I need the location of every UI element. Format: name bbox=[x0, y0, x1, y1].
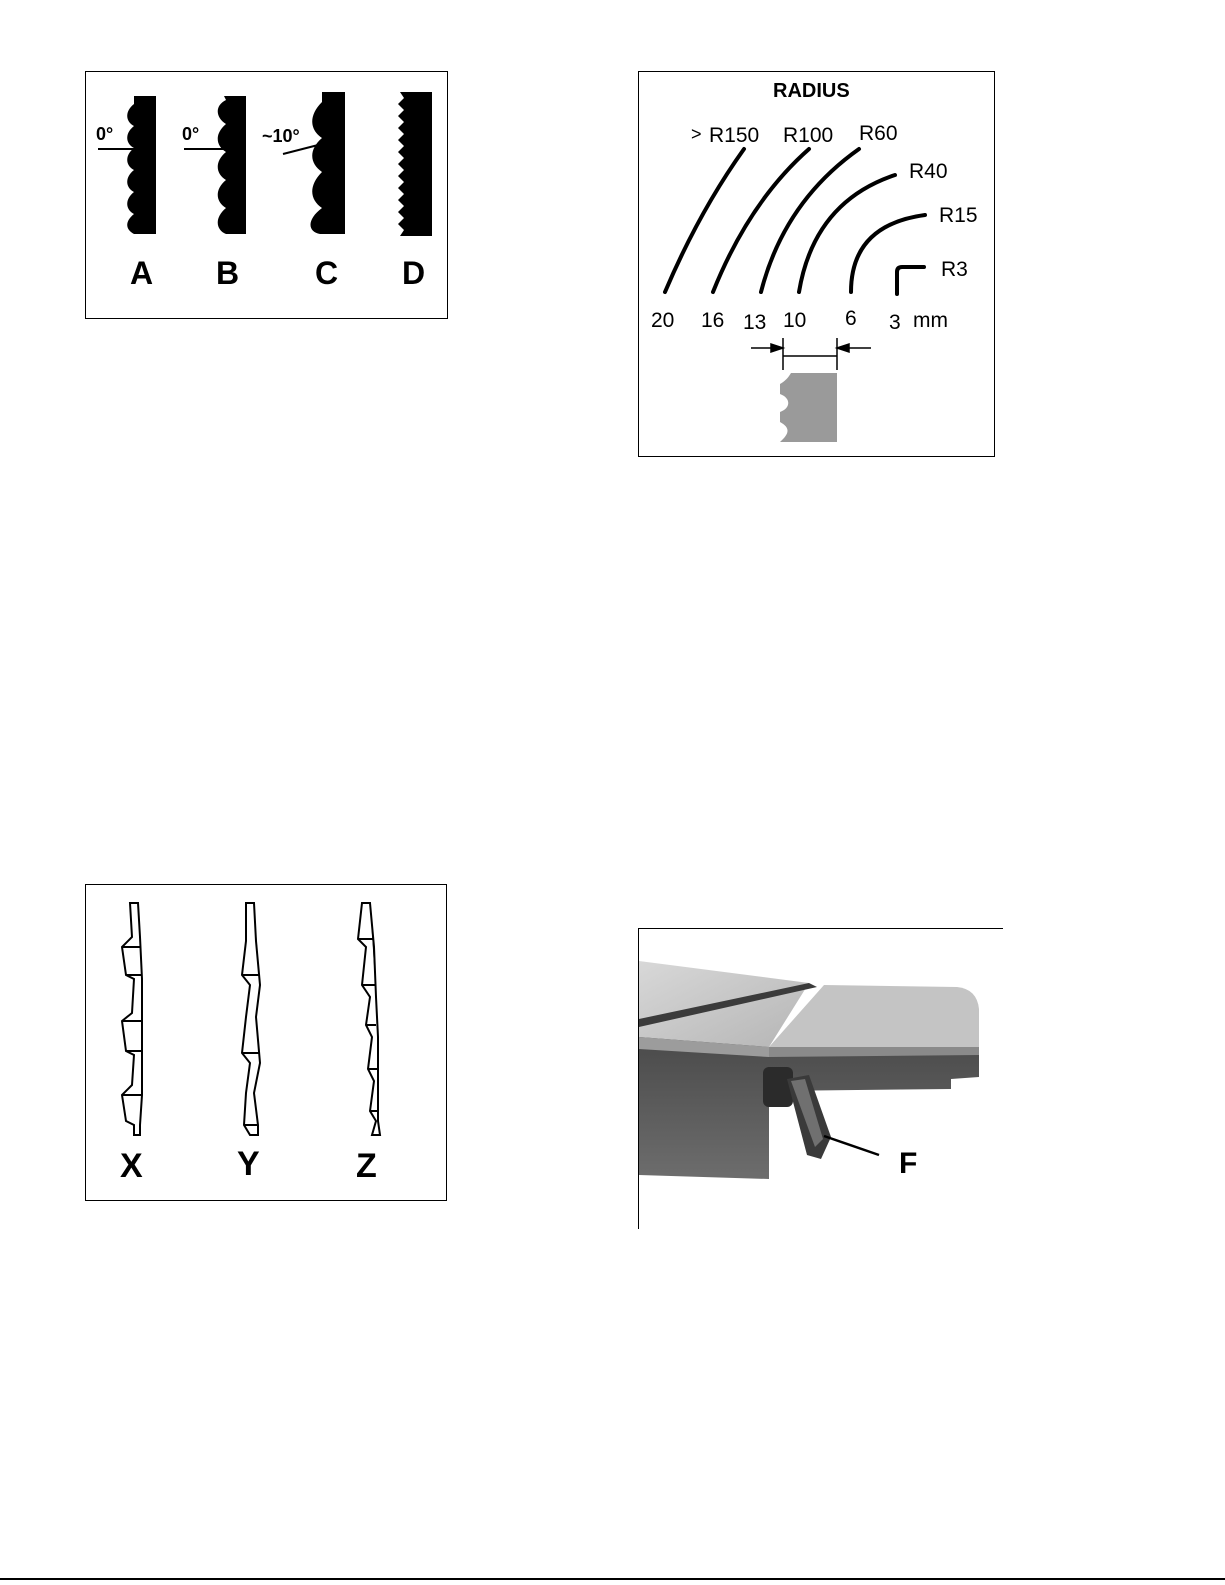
blade-d bbox=[398, 92, 432, 236]
angle-label-a: 0° bbox=[96, 124, 114, 144]
blade-c bbox=[311, 92, 346, 234]
page-bottom-rule bbox=[0, 1578, 1225, 1580]
radius-label-r15: R15 bbox=[939, 204, 978, 227]
blade-b bbox=[218, 96, 246, 234]
width-label-20: 20 bbox=[651, 309, 675, 332]
curve-r60 bbox=[761, 149, 859, 292]
blade-a bbox=[127, 96, 156, 234]
unit-label: mm bbox=[913, 309, 948, 332]
radius-figure bbox=[638, 71, 995, 457]
tooth-forms-figure bbox=[85, 71, 448, 319]
radius-title: RADIUS bbox=[773, 80, 850, 102]
width-label-13: 13 bbox=[743, 311, 767, 334]
tooth-set-drawing bbox=[86, 885, 448, 1202]
radius-label-r3: R3 bbox=[941, 258, 968, 281]
tooth-forms-drawing bbox=[86, 72, 449, 320]
width-label-6: 6 bbox=[845, 307, 857, 330]
radius-label-r60: R60 bbox=[859, 122, 898, 145]
width-label-10: 10 bbox=[783, 309, 807, 332]
set-label-y: Y bbox=[237, 1145, 260, 1183]
blade-label-b: B bbox=[216, 255, 240, 291]
callout-f: F bbox=[899, 1147, 918, 1180]
radius-label-r100: R100 bbox=[783, 124, 834, 147]
table-lock-lever-photo bbox=[639, 929, 1004, 1230]
radius-label-r150: R150 bbox=[709, 124, 760, 147]
set-label-z: Z bbox=[356, 1147, 377, 1185]
angle-label-c: ~10° bbox=[262, 126, 300, 146]
width-label-16: 16 bbox=[701, 309, 725, 332]
blade-section bbox=[780, 373, 837, 442]
radius-prefix: > bbox=[691, 124, 702, 144]
set-x bbox=[122, 903, 142, 1135]
radius-label-r40: R40 bbox=[909, 160, 948, 183]
curve-r3 bbox=[897, 267, 924, 294]
tooth-set-figure bbox=[85, 884, 447, 1201]
set-label-x: X bbox=[120, 1147, 143, 1185]
angle-label-b: 0° bbox=[182, 124, 200, 144]
radius-drawing bbox=[639, 72, 996, 458]
blade-label-c: C bbox=[315, 255, 339, 291]
width-label-3: 3 bbox=[889, 311, 901, 334]
set-z bbox=[358, 903, 380, 1135]
set-y bbox=[242, 903, 260, 1135]
curve-r15 bbox=[851, 215, 925, 292]
curve-r150 bbox=[665, 149, 744, 292]
table-photo-figure bbox=[638, 928, 1003, 1229]
blade-label-d: D bbox=[402, 255, 426, 291]
blade-label-a: A bbox=[130, 255, 154, 291]
